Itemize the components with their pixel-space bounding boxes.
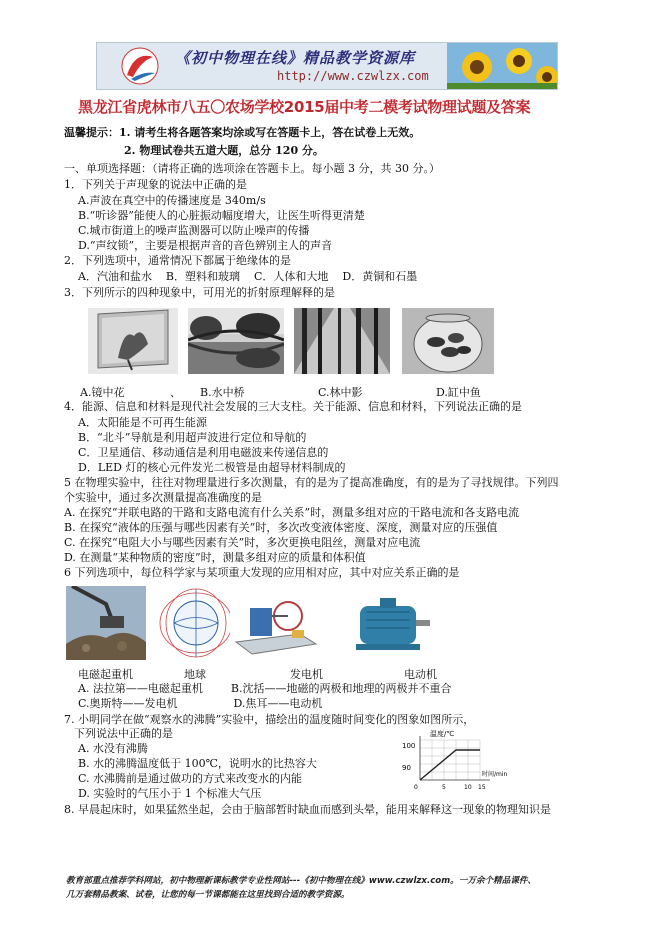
banner-url[interactable]: http://www.czwlzx.com: [277, 69, 429, 83]
q1-option-b: B.“听诊器”能使人的心脏振动幅度增大，让医生听得更清楚: [78, 209, 365, 222]
fish-tank-image: [402, 308, 494, 374]
q3-caption-b: B.水中桥: [200, 386, 245, 399]
q6-label-earth: 地球: [184, 668, 206, 681]
q3-stem: 3．下列所示的四种现象中，可用光的折射原理解释的是: [64, 286, 335, 299]
q4-option-b: B．“北斗”导航是利用超声波进行定位和导航的: [78, 431, 307, 444]
earth-magnetic-field-image: [156, 586, 236, 660]
q6-options-row2: C.奥斯特——发电机 D.焦耳——电动机: [78, 697, 323, 710]
bridge-in-water-image: [188, 308, 284, 374]
generator-image: [230, 586, 320, 660]
q2-options: A．汽油和盐水 B．塑料和玻璃 C．人体和大地 D．黄铜和石墨: [78, 270, 418, 283]
graph-xtick-10: 10: [464, 784, 472, 791]
q8-stem: 8. 早晨起床时，如果猛然坐起，会由于脑部暂时缺血而感到头晕，能用来解释这一现象的物理知识是: [64, 803, 551, 816]
q4-option-a: A．太阳能是不可再生能源: [78, 416, 207, 429]
electromagnetic-crane-image: [66, 586, 146, 660]
page-title: 黑龙江省虎林市八五〇农场学校2015届中考二模考试物理试题及答案: [78, 98, 531, 116]
q5-stem-line1: 5 在物理实验中，往往对物理量进行多次测量，有的是为了提高准确度，有的是为了寻找规律。下列四: [64, 476, 559, 489]
graph-xtick-15: 15: [478, 784, 486, 791]
notice-item2: 2. 物理试卷共五道大题，总分 120 分。: [124, 144, 324, 157]
electric-motor-image: [346, 594, 434, 656]
graph-xtick-5: 5: [442, 784, 446, 791]
site-banner: [96, 42, 558, 90]
q4-option-d: D．LED 灯的核心元件发光二极管是由超导材料制成的: [78, 461, 346, 474]
section-heading: 一、单项选择题：（请将正确的选项涂在答题卡上。每小题 3 分，共 30 分。）: [64, 162, 440, 175]
q5-option-a: A. 在探究“并联电路的干路和支路电流有什么关系”时，测量多组对应的干路电流和各支路电流: [64, 506, 520, 519]
site-logo-icon: [121, 47, 159, 85]
q7-option-a: A. 水没有沸腾: [78, 742, 148, 755]
q7-option-b: B. 水的沸腾温度低于 100℃，说明水的比热容大: [78, 757, 317, 770]
q6-label-motor: 电动机: [404, 668, 437, 681]
q7-stem-line2: 下列说法中正确的是: [74, 727, 173, 740]
graph-grid: [420, 740, 480, 780]
graph-ytick-90: 90: [402, 764, 411, 772]
q6-options-row1: A. 法拉第——电磁起重机 B.沈括——地磁的两极和地理的两极并不重合: [78, 682, 452, 695]
q6-label-crane: 电磁起重机: [78, 668, 133, 681]
q4-stem: 4．能源、信息和材料是现代社会发展的三大支柱。关于能源、信息和材料，下列说法正确的是: [64, 400, 522, 413]
q7-option-c: C. 水沸腾前是通过做功的方式来改变水的内能: [78, 772, 303, 785]
q2-stem: 2．下列选项中，通常情况下都属于绝缘体的是: [64, 254, 291, 267]
q6-stem: 6 下列选项中，每位科学家与某项重大发现的应用相对应，其中对应关系正确的是: [64, 566, 460, 579]
graph-ylabel: 温度/℃: [430, 730, 455, 738]
q5-option-b: B. 在探究“液体的压强与哪些因素有关”时，多次改变液体密度、深度，测量对应的压强值: [64, 521, 498, 534]
footer-line1: 教育部重点推荐学科网站，初中物理新课标教学专业性网站---《初中物理在线》www.czwlzx.com。一万余个精品课件、: [66, 876, 537, 886]
banner-title: 《初中物理在线》精品教学资源库: [175, 49, 416, 67]
q3-caption-c: C.林中影: [318, 386, 363, 399]
footer-line2: 几万套精品教案、试卷，让您的每一节课都能在这里找到合适的教学资源。: [66, 890, 350, 900]
notice-item1: 1. 请考生将各题答案均涂或写在答题卡上，答在试卷上无效。: [119, 126, 421, 139]
mirror-flower-image: [88, 308, 178, 374]
q7-option-d: D. 实验时的气压小于 1 个标准大气压: [78, 787, 262, 800]
graph-xlabel: 时间/min: [482, 771, 508, 778]
q1-stem: 1．下列关于声现象的说法中正确的是: [64, 178, 247, 191]
forest-shadow-image: [294, 308, 390, 374]
q5-option-d: D. 在测量“某种物质的密度”时，测量多组对应的质量和体积值: [64, 551, 366, 564]
notice-line1: [64, 126, 420, 140]
q3-caption-dot: 、: [170, 386, 181, 399]
q5-option-c: C. 在探究“电阻大小与哪些因素有关”时，多次更换电阻丝，测量对应电流: [64, 536, 421, 549]
graph-temperature-line: [420, 750, 480, 780]
q3-caption-d: D.缸中鱼: [436, 386, 481, 399]
notice-label: 温馨提示：: [64, 126, 119, 139]
q7-stem: 7. 小明同学在做“观察水的沸腾”实验中，描绘出的温度随时间变化的图象如图所示，: [64, 713, 475, 726]
q1-option-d: D.“声纹锁”，主要是根据声音的音色辨别主人的声音: [78, 239, 333, 252]
q3-caption-a: A.镜中花: [80, 386, 125, 399]
q1-option-a: A.声波在真空中的传播速度是 340m/s: [78, 194, 266, 207]
q4-option-c: C．卫星通信、移动通信是利用电磁波来传递信息的: [78, 446, 329, 459]
q5-stem-line2: 个实验中，通过多次测量提高准确度的是: [64, 491, 262, 504]
q1-option-c: C.城市街道上的噪声监测器可以防止噪声的传播: [78, 224, 310, 237]
graph-xtick-0: 0: [414, 784, 418, 791]
graph-ytick-100: 100: [402, 742, 416, 750]
q6-label-generator: 发电机: [290, 668, 323, 681]
sunflower-image: [447, 43, 557, 89]
boiling-temperature-graph: [398, 728, 508, 792]
